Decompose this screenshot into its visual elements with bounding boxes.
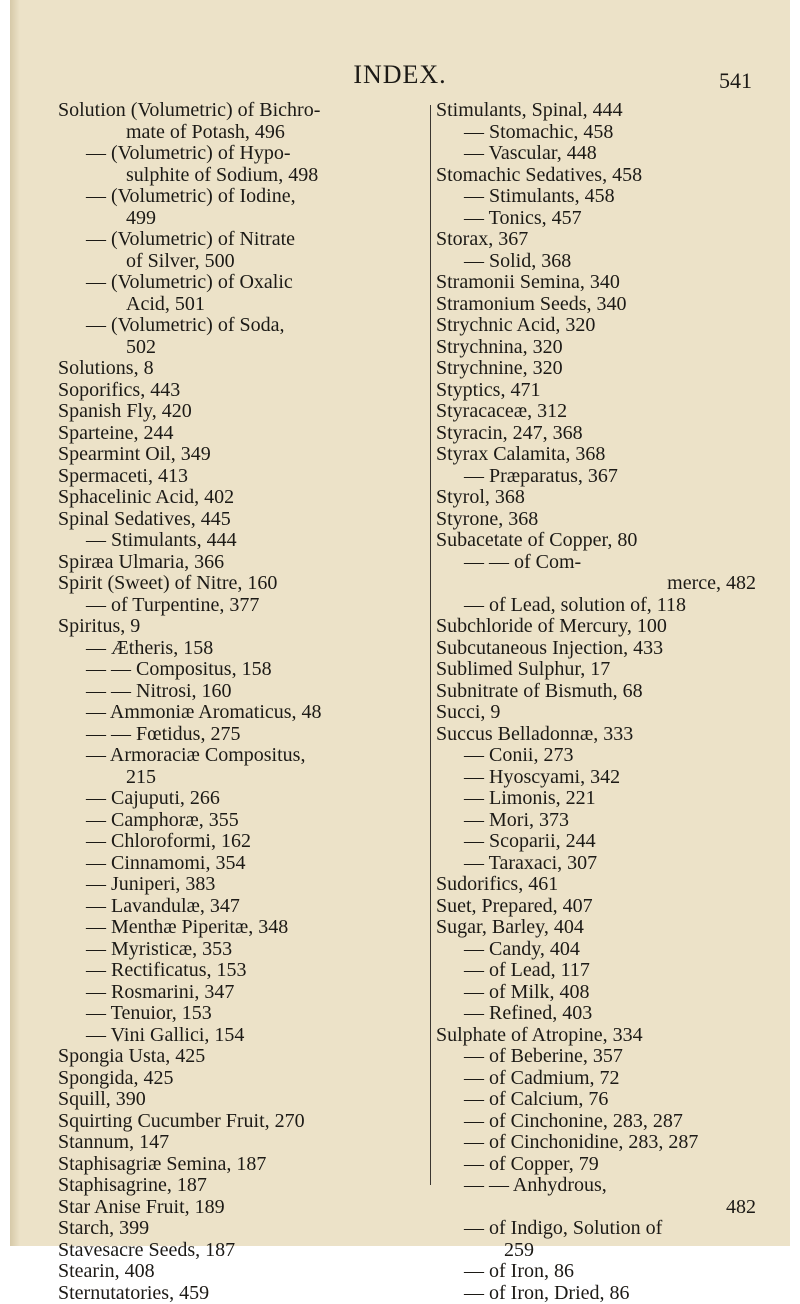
index-entry: 502 <box>58 337 388 359</box>
index-entry: — Refined, 403 <box>436 1003 766 1025</box>
index-entry: 259 <box>436 1240 766 1262</box>
index-entry: Staphisagrine, 187 <box>58 1175 388 1197</box>
index-entry: Styrone, 368 <box>436 509 766 531</box>
index-entry: Sternutatories, 459 <box>58 1283 388 1304</box>
index-entry: — — Nitrosi, 160 <box>58 681 388 703</box>
index-entry: Staphisagriæ Semina, 187 <box>58 1154 388 1176</box>
index-entry: Spearmint Oil, 349 <box>58 444 388 466</box>
index-entry: — Armoraciæ Compositus, <box>58 745 388 767</box>
index-entry: — (Volumetric) of Iodine, <box>58 186 388 208</box>
index-entry: Stramonium Seeds, 340 <box>436 294 766 316</box>
index-entry: Spiræa Ulmaria, 366 <box>58 552 388 574</box>
index-entry: — of Indigo, Solution of <box>436 1218 766 1240</box>
index-entry: mate of Potash, 496 <box>58 122 388 144</box>
page-number: 541 <box>719 68 752 94</box>
index-entry: — of Lead, 117 <box>436 960 766 982</box>
index-entry: Stramonii Semina, 340 <box>436 272 766 294</box>
index-entry: — of Cinchonidine, 283, 287 <box>436 1132 766 1154</box>
index-entry: Soporifics, 443 <box>58 380 388 402</box>
book-page <box>10 0 790 1246</box>
index-entry: — of Turpentine, 377 <box>58 595 388 617</box>
index-entry: — Vini Gallici, 154 <box>58 1025 388 1047</box>
index-entry: Subchloride of Mercury, 100 <box>436 616 766 638</box>
index-entry: Spinal Sedatives, 445 <box>58 509 388 531</box>
index-column-right <box>436 100 766 1304</box>
index-entry: Subnitrate of Bismuth, 68 <box>436 681 766 703</box>
index-entry: Succi, 9 <box>436 702 766 724</box>
index-entry: Styracaceæ, 312 <box>436 401 766 423</box>
index-entry: Spongia Usta, 425 <box>58 1046 388 1068</box>
index-entry: — of Iron, Dried, 86 <box>436 1283 766 1304</box>
index-entry: — (Volumetric) of Nitrate <box>58 229 388 251</box>
index-entry: 499 <box>58 208 388 230</box>
index-entry: Strychnine, 320 <box>436 358 766 380</box>
index-entry: — (Volumetric) of Hypo- <box>58 143 388 165</box>
page-header-title: INDEX. <box>10 60 790 90</box>
index-entry: 215 <box>58 767 388 789</box>
index-entry: — of Lead, solution of, 118 <box>436 595 766 617</box>
index-entry: Styptics, 471 <box>436 380 766 402</box>
index-entry: — of Iron, 86 <box>436 1261 766 1283</box>
index-entry: — Camphoræ, 355 <box>58 810 388 832</box>
index-entry: sulphite of Sodium, 498 <box>58 165 388 187</box>
index-entry: — Stimulants, 444 <box>58 530 388 552</box>
index-entry: Subcutaneous Injection, 433 <box>436 638 766 660</box>
index-entry: Styracin, 247, 368 <box>436 423 766 445</box>
index-entry: Suet, Prepared, 407 <box>436 896 766 918</box>
index-entry: Spiritus, 9 <box>58 616 388 638</box>
index-entry: Stomachic Sedatives, 458 <box>436 165 766 187</box>
index-entry: — Tenuior, 153 <box>58 1003 388 1025</box>
index-entry: — — Fœtidus, 275 <box>58 724 388 746</box>
index-entry: — Stomachic, 458 <box>436 122 766 144</box>
index-entry: Stavesacre Seeds, 187 <box>58 1240 388 1262</box>
index-entry: Spanish Fly, 420 <box>58 401 388 423</box>
index-entry: Subacetate of Copper, 80 <box>436 530 766 552</box>
index-entry: — of Milk, 408 <box>436 982 766 1004</box>
page-binding-edge <box>10 0 20 1246</box>
index-entry: — Hyoscyami, 342 <box>436 767 766 789</box>
index-entry: of Silver, 500 <box>58 251 388 273</box>
index-entry: — Tonics, 457 <box>436 208 766 230</box>
index-entry: Squirting Cucumber Fruit, 270 <box>58 1111 388 1133</box>
index-entry: — Chloroformi, 162 <box>58 831 388 853</box>
index-entry: — (Volumetric) of Oxalic <box>58 272 388 294</box>
index-entry: Sparteine, 244 <box>58 423 388 445</box>
index-column-left <box>58 100 388 1304</box>
index-entry: Styrol, 368 <box>436 487 766 509</box>
index-entry: — of Copper, 79 <box>436 1154 766 1176</box>
index-entry: — Rectificatus, 153 <box>58 960 388 982</box>
index-entry: — Limonis, 221 <box>436 788 766 810</box>
index-entry: — — Anhydrous, <box>436 1175 766 1197</box>
index-entry: — Juniperi, 383 <box>58 874 388 896</box>
index-entry: Sulphate of Atropine, 334 <box>436 1025 766 1047</box>
index-entry: — Menthæ Piperitæ, 348 <box>58 917 388 939</box>
index-entry: — Cajuputi, 266 <box>58 788 388 810</box>
index-entry: Squill, 390 <box>58 1089 388 1111</box>
index-entry: Storax, 367 <box>436 229 766 251</box>
index-entry: Sphacelinic Acid, 402 <box>58 487 388 509</box>
index-entry: Starch, 399 <box>58 1218 388 1240</box>
index-entry: — Stimulants, 458 <box>436 186 766 208</box>
index-entry: Succus Belladonnæ, 333 <box>436 724 766 746</box>
index-entry: — Rosmarini, 347 <box>58 982 388 1004</box>
index-entry: merce, 482 <box>436 573 766 595</box>
index-entry: — Mori, 373 <box>436 810 766 832</box>
index-entry: — Conii, 273 <box>436 745 766 767</box>
index-entry: — Solid, 368 <box>436 251 766 273</box>
index-entry: — Myristicæ, 353 <box>58 939 388 961</box>
index-entry: — — of Com- <box>436 552 766 574</box>
index-entry: Star Anise Fruit, 189 <box>58 1197 388 1219</box>
index-entry: Sugar, Barley, 404 <box>436 917 766 939</box>
index-entry: Stearin, 408 <box>58 1261 388 1283</box>
index-entry: — of Cadmium, 72 <box>436 1068 766 1090</box>
index-entry: — Scoparii, 244 <box>436 831 766 853</box>
index-entry: Sudorifics, 461 <box>436 874 766 896</box>
index-entry: — Ammoniæ Aromaticus, 48 <box>58 702 388 724</box>
index-entry: Strychnina, 320 <box>436 337 766 359</box>
index-entry: Spongida, 425 <box>58 1068 388 1090</box>
index-entry: — Ætheris, 158 <box>58 638 388 660</box>
index-entry: — Vascular, 448 <box>436 143 766 165</box>
index-entry: — Candy, 404 <box>436 939 766 961</box>
index-entry: Stannum, 147 <box>58 1132 388 1154</box>
index-entry: Stimulants, Spinal, 444 <box>436 100 766 122</box>
index-entry: Solutions, 8 <box>58 358 388 380</box>
index-entry: — of Beberine, 357 <box>436 1046 766 1068</box>
index-entry: — of Cinchonine, 283, 287 <box>436 1111 766 1133</box>
index-entry: Acid, 501 <box>58 294 388 316</box>
index-entry: 482 <box>436 1197 766 1219</box>
index-entry: — Præparatus, 367 <box>436 466 766 488</box>
index-entry: Spirit (Sweet) of Nitre, 160 <box>58 573 388 595</box>
index-entry: Spermaceti, 413 <box>58 466 388 488</box>
index-entry: — — Compositus, 158 <box>58 659 388 681</box>
index-entry: — of Calcium, 76 <box>436 1089 766 1111</box>
column-divider <box>430 105 431 1185</box>
index-entry: Styrax Calamita, 368 <box>436 444 766 466</box>
index-entry: — Cinnamomi, 354 <box>58 853 388 875</box>
index-entry: Solution (Volumetric) of Bichro- <box>58 100 388 122</box>
index-entry: — Lavandulæ, 347 <box>58 896 388 918</box>
index-entry: — (Volumetric) of Soda, <box>58 315 388 337</box>
index-entry: Sublimed Sulphur, 17 <box>436 659 766 681</box>
index-entry: — Taraxaci, 307 <box>436 853 766 875</box>
index-entry: Strychnic Acid, 320 <box>436 315 766 337</box>
